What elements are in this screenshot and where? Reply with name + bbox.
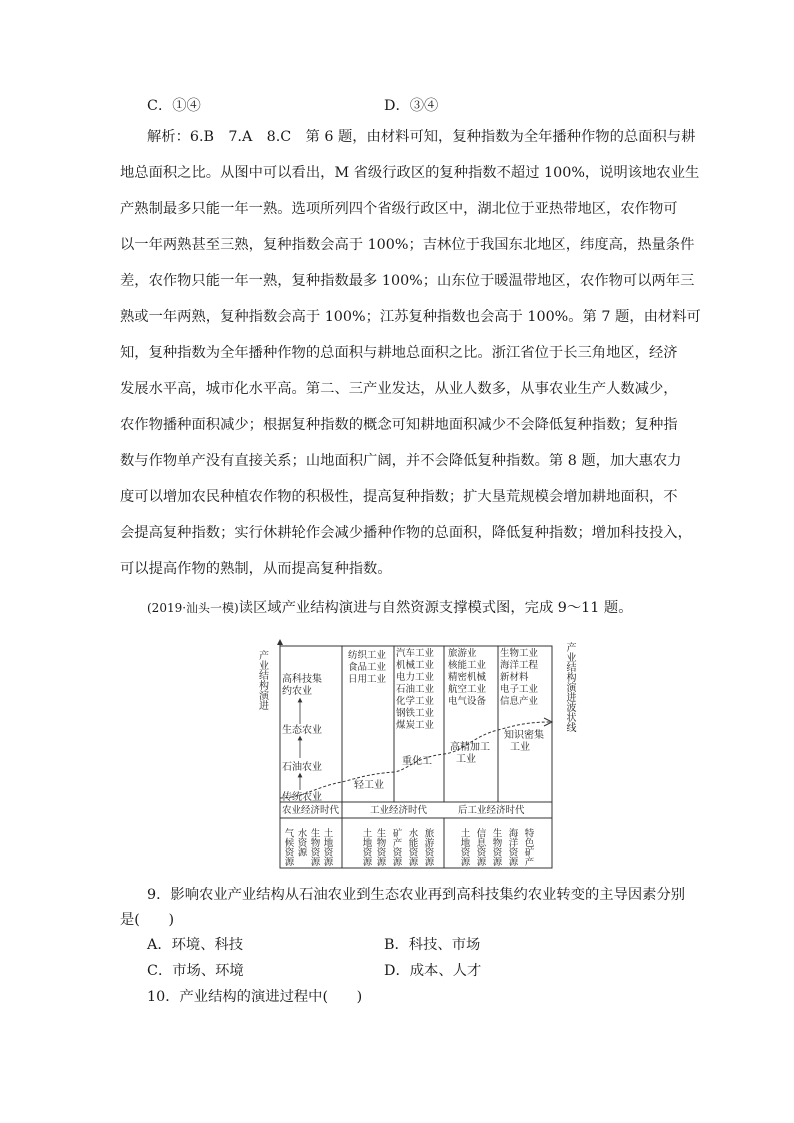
- resource-climate: 气候资源: [282, 828, 294, 866]
- analysis-line-10: 数与作物单产没有直接关系；山地面积广阔，并不会降低复种指数。第 8 题，加大惠农力: [120, 453, 682, 469]
- analysis-line-13: 可以提高作物的熟制，从而提高复种指数。: [120, 561, 392, 577]
- resource-land-3: 土地资源: [458, 828, 470, 866]
- industry-ocean: 海洋工程: [500, 660, 539, 671]
- industry-textile: 纺织工业: [348, 650, 387, 661]
- industry-daily: 日用工业: [348, 674, 387, 685]
- industry-machinery: 机械工业: [396, 660, 435, 671]
- analysis-line-4: 以一年两熟甚至三熟，复种指数会高于 100%；吉林位于我国东北地区，纬度高，热量条件: [120, 237, 695, 253]
- source-tag: (2019·汕头一模): [147, 601, 239, 615]
- era-agriculture: 农业经济时代: [282, 805, 340, 816]
- analysis-line-11: 度可以增加农民种植农作物的积极性，提高复种指数；扩大垦荒规模会增加耕地面积，不: [120, 489, 678, 505]
- stage-light-industry: 轻工业: [354, 780, 384, 791]
- resource-info: 信息资源: [474, 828, 486, 866]
- analysis-line-2: 地总面积之比。从图中可以看出，M 省级行政区的复种指数不超过 100%，说明该地农业生: [120, 165, 700, 181]
- q9-option-c[interactable]: C．市场、环境: [147, 963, 244, 979]
- intro-text: 读区域产业结构演进与自然资源支撑模式图，完成 9～11 题。: [238, 600, 633, 616]
- stage-knowledge-1: 知识密集: [504, 730, 544, 741]
- analysis-line-8: 发展水平高，城市化水平高。第二、三产业发达，从业人数多，从事农业生产人数减少，: [120, 381, 678, 397]
- resource-ocean: 海洋资源: [506, 828, 518, 866]
- stage-high-tech-agri-2: 约农业: [282, 686, 312, 697]
- q9-option-b[interactable]: B．科技、市场: [384, 937, 481, 953]
- resource-bio-1: 生物资源: [308, 828, 320, 866]
- industry-coal: 煤炭工业: [396, 720, 435, 731]
- industry-chemical: 化学工业: [396, 696, 435, 707]
- industry-structure-diagram: [258, 636, 558, 870]
- q9-stem-line-2: 是( ): [120, 912, 175, 928]
- stage-knowledge-2: 工业: [510, 742, 530, 753]
- industry-nuclear: 核能工业: [448, 660, 487, 671]
- stage-eco-agri: 生态农业: [282, 725, 322, 736]
- option-c-prev: C．①④: [147, 98, 201, 114]
- resource-land-1: 土地资源: [321, 828, 333, 866]
- industry-auto: 汽车工业: [396, 648, 435, 659]
- wave-curve-label: 产业结构演进波状线: [564, 642, 575, 732]
- analysis-line-3: 产熟制最多只能一年一熟。选项所列四个省级行政区中，湖北位于亚热带地区，农作物可: [120, 201, 678, 217]
- analysis-line-1: 解析：6.B 7.A 8.C 第 6 题，由材料可知，复种指数为全年播种作物的总面积与耕: [147, 129, 696, 145]
- industry-steel: 钢铁工业: [396, 708, 435, 719]
- stage-high-tech-agri-1: 高科技集: [282, 674, 322, 685]
- stage-precision-1: 高精加工: [450, 742, 490, 753]
- industry-bio: 生物工业: [500, 648, 539, 659]
- q9-stem-line-1: 9．影响农业产业结构从石油农业到生态农业再到高科技集约农业转变的主导因素分别: [147, 887, 686, 903]
- industry-information: 信息产业: [500, 696, 539, 707]
- analysis-line-6: 熟或一年两熟，复种指数会高于 100%；江苏复种指数也会高于 100%。第 7 题，由材料可: [120, 309, 701, 325]
- resource-special-mineral: 特色矿产: [522, 828, 534, 866]
- stage-heavy-chemical: 重化工: [402, 756, 432, 767]
- stage-oil-agri: 石油农业: [282, 762, 322, 773]
- resource-mineral: 矿产资源: [390, 828, 402, 866]
- option-d-prev: D．③④: [384, 98, 439, 114]
- industry-electronics: 电子工业: [500, 684, 539, 695]
- industry-new-material: 新材料: [500, 672, 529, 683]
- industry-food: 食品工业: [348, 662, 387, 673]
- q9-option-a[interactable]: A．环境、科技: [147, 937, 244, 953]
- analysis-line-12: 会提高复种指数；实行休耕轮作会减少播种作物的总面积，降低复种指数；增加科技投入，: [120, 525, 692, 541]
- industry-tourism: 旅游业: [448, 648, 477, 659]
- resource-water: 水资源: [295, 828, 307, 857]
- industry-precision-machinery: 精密机械: [448, 672, 487, 683]
- resource-hydro: 水能资源: [406, 828, 418, 866]
- industry-power: 电力工业: [396, 672, 435, 683]
- resources-row: [283, 827, 535, 867]
- stage-traditional-agri: 传统农业: [282, 792, 322, 803]
- y-axis-label: 产业结构演进: [256, 650, 268, 710]
- stage-precision-2: 工业: [456, 754, 476, 765]
- industry-electrical: 电气设备: [448, 696, 487, 707]
- analysis-line-7: 知，复种指数为全年播种作物的总面积与耕地总面积之比。浙江省位于长三角地区，经济: [120, 345, 678, 361]
- industry-aviation: 航空工业: [448, 684, 487, 695]
- question-intro: [147, 598, 633, 618]
- q9-option-d[interactable]: D．成本、人才: [384, 963, 482, 979]
- resource-tourism: 旅游资源: [422, 828, 434, 866]
- era-industry: 工业经济时代: [370, 805, 428, 816]
- q10-stem: 10．产业结构的演进过程中( ): [147, 989, 363, 1005]
- resource-bio-3: 生物资源: [490, 828, 502, 866]
- era-post-industry: 后工业经济时代: [458, 805, 525, 816]
- resource-land-2: 土地资源: [360, 828, 372, 866]
- analysis-line-9: 农作物播种面积减少；根据复种指数的概念可知耕地面积减少不会降低复种指数；复种指: [120, 417, 678, 433]
- analysis-line-5: 差，农作物只能一年一熟，复种指数最多 100%；山东位于暖温带地区，农作物可以两年三: [120, 273, 695, 289]
- industry-petroleum: 石油工业: [396, 684, 435, 695]
- resource-bio-2: 生物资源: [374, 828, 386, 866]
